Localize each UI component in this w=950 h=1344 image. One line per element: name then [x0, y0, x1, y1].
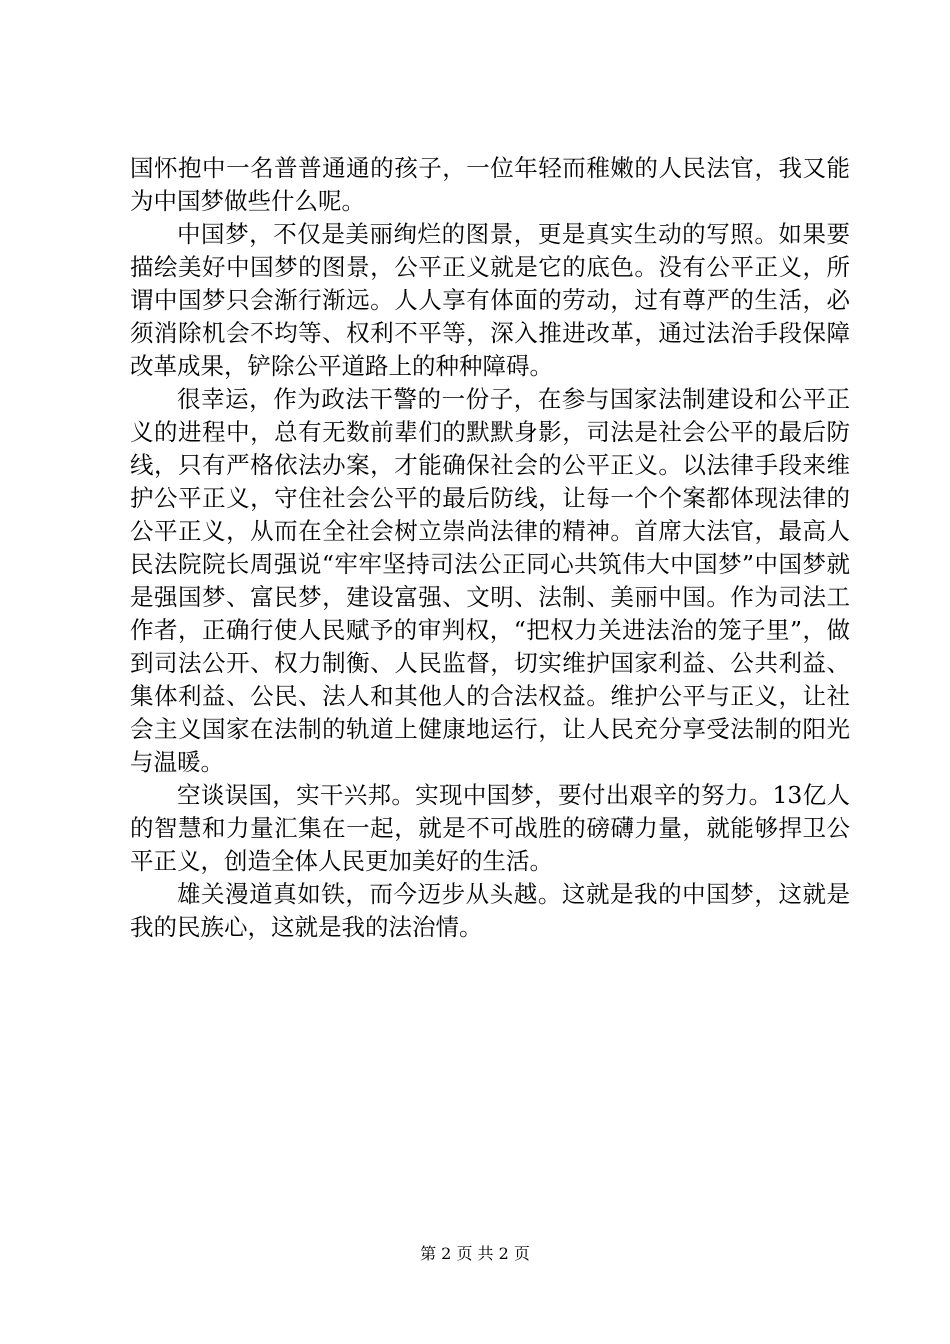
paragraph-1: 国怀抱中一名普普通通的孩子，一位年轻而稚嫩的人民法官，我又能为中国梦做些什么呢。	[130, 154, 850, 215]
document-body	[130, 152, 850, 944]
paragraph-4: 空谈误国，实干兴邦。实现中国梦，要付出艰辛的努力。13亿人的智慧和力量汇集在一起，就是不可战胜的磅礴力量，就能够捍卫公平正义，创造全体人民更加美好的生活。	[130, 781, 850, 875]
paragraph-2: 中国梦，不仅是美丽绚烂的图景，更是真实生动的写照。如果要描绘美好中国梦的图景，公平正义就是它的底色。没有公平正义，所谓中国梦只会渐行渐远。人人享有体面的劳动，过有尊严的生活，必须消除机会不均等、权利不平等，深入推进改革，通过法治手段保障改革成果，铲除公平道路上的种种障碍。	[130, 220, 850, 380]
page-number-footer: 第 2 页 共 2 页	[420, 1244, 530, 1263]
paragraph-5: 雄关漫道真如铁，而今迈步从头越。这就是我的中国梦，这就是我的民族心，这就是我的法治情。	[130, 880, 850, 941]
paragraph-3: 很幸运，作为政法干警的一份子，在参与国家法制建设和公平正义的进程中，总有无数前辈们的默默身影，司法是社会公平的最后防线，只有严格依法办案，才能确保社会的公平正义。以法律手段来维护公平正义，守住社会公平的最后防线，让每一个个案都体现法律的公平正义，从而在全社会树立崇尚法律的精神。首席大法官，最高人民法院院长周强说“牢牢坚持司法公正同心共筑伟大中国梦”中国梦就是强国梦、富民梦，建设富强、文明、法制、美丽中国。作为司法工作者，正确行使人民赋予的审判权，“把权力关进法治的笼子里”，做到司法公开、权力制衡、人民监督，切实维护国家利益、公共利益、集体利益、公民、法人和其他人的合法权益。维护公平与正义，让社会主义国家在法制的轨道上健康地运行，让人民充分享受法制的阳光与温暖。	[130, 385, 850, 776]
